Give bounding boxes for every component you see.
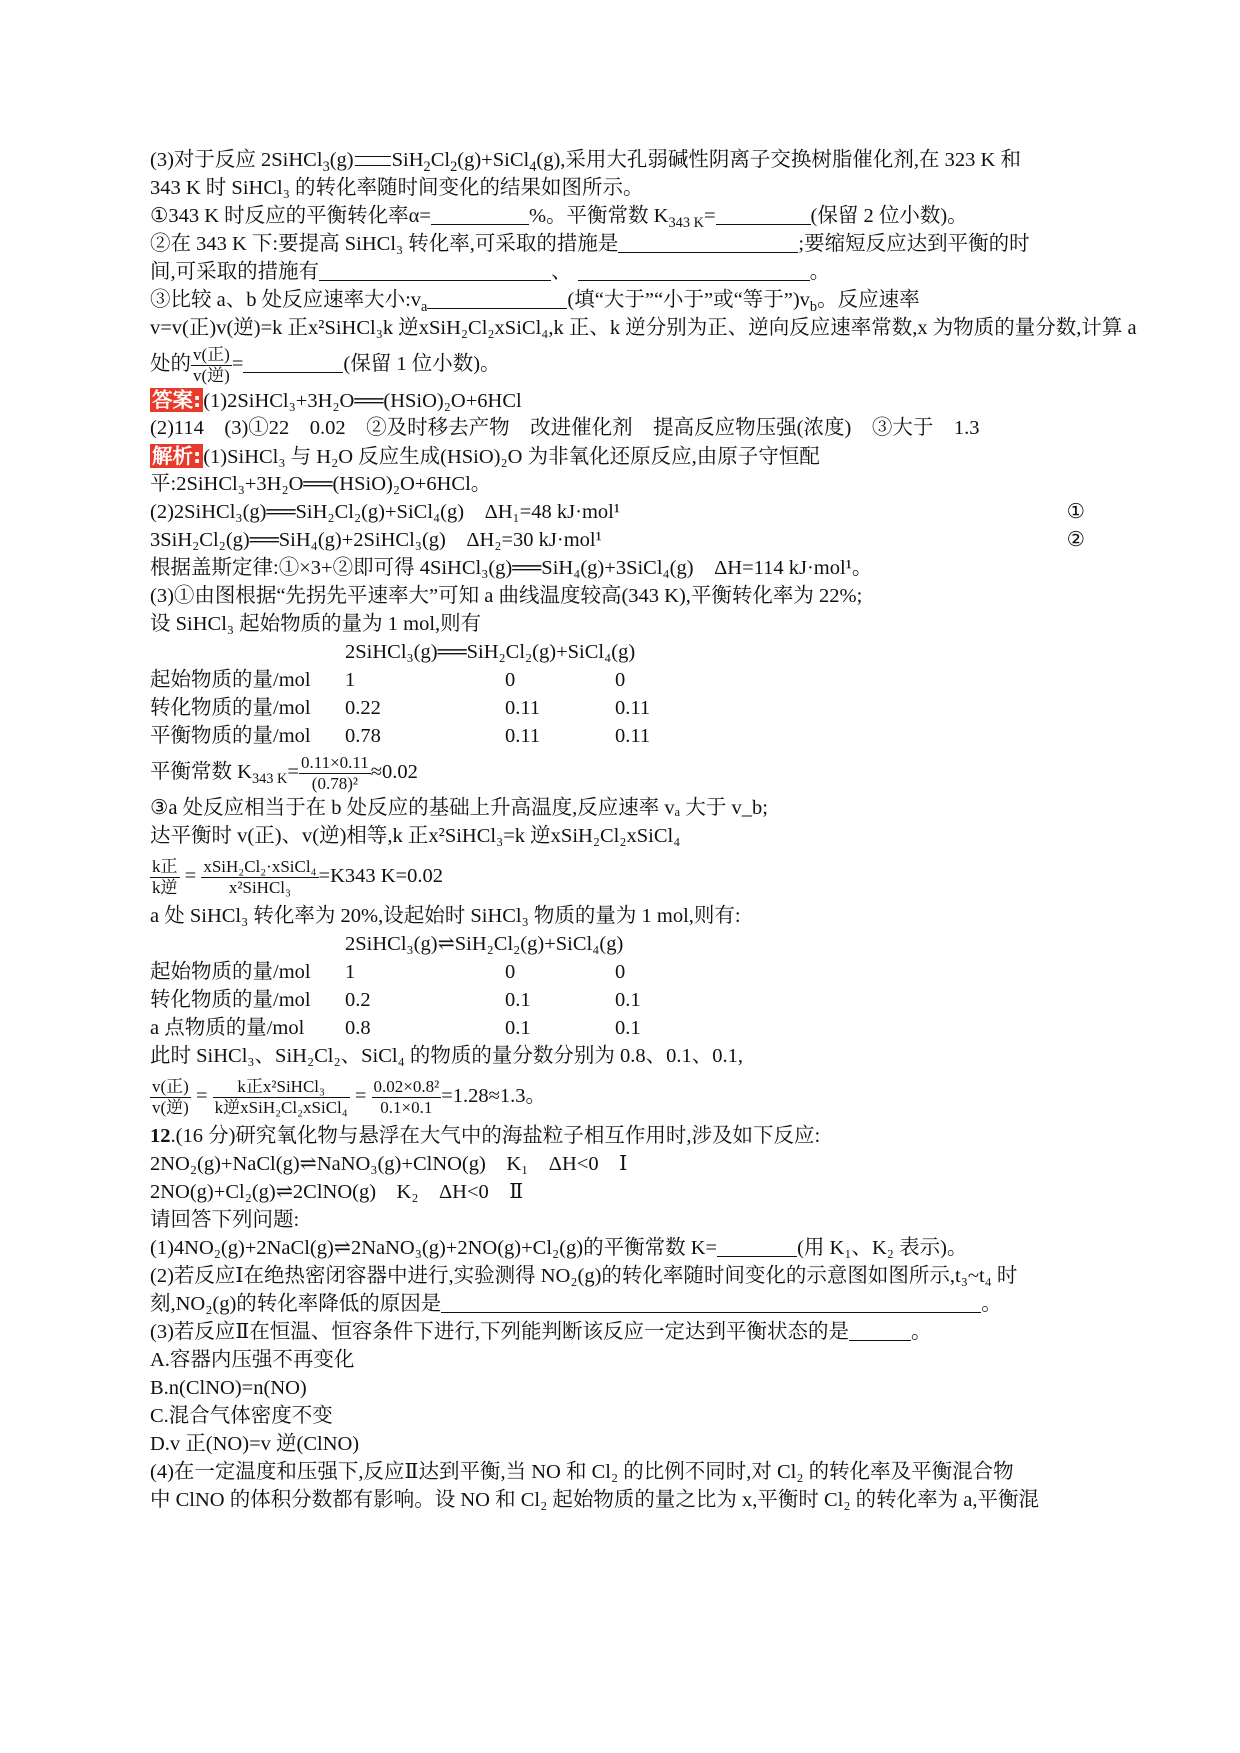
table1-row: 起始物质的量/mol 1 0 0	[150, 669, 626, 691]
table1-row: 转化物质的量/mol 0.22 0.11 0.11	[150, 697, 651, 719]
table1-row: 平衡物质的量/mol 0.78 0.11 0.11	[150, 725, 651, 747]
q12-sub3: (3)若反应Ⅱ在恒温、恒容条件下进行,下列能判断该反应一定达到平衡状态的是 。	[150, 1321, 932, 1343]
analysis-line10: a 处 SiHCl₃ 转化率为 20%,设起始时 SiHCl₃ 物质的量为 1 mol,则有:	[150, 905, 741, 927]
option-d: D.v 正(NO)=v 逆(ClNO)	[150, 1433, 360, 1455]
table2-row: 转化物质的量/mol 0.2 0.1 0.1	[150, 989, 641, 1011]
answer-blank	[441, 1292, 981, 1313]
k-ratio-right-fraction: $\frac{\text{xSiH₂Cl₂·xSiCl₄}}{\text{x²SiHCl₃}}$	[203, 856, 317, 897]
k-ratio-equation: $\frac{\text{k正}}{\text{k逆}}$ = $\frac{\text{xSiH₂Cl₂·xSiCl₄}}{\text{x²SiHCl₃}}$ =K343 K=0.02	[152, 856, 443, 897]
option-a: A.容器内压强不再变化	[150, 1349, 355, 1371]
q3-sub2-line2: 间,可采取的措施有 、 。	[150, 261, 831, 283]
k343-equation: 平衡常数 $K_{343 K}=$ $\frac{0.11\times 0.11}{\text{(0.78)²}}$ ≈0.02	[150, 752, 418, 793]
q3-sub3-line2: v=v(正)v(逆)=k 正x²SiHCl₃k 逆xSiH₂Cl₂xSiCl₄,k 正、k 逆分别为正、逆向反应速率常数,x 为物质的量分数,计算 a	[150, 317, 1137, 339]
option-c: C.混合气体密度不变	[150, 1405, 333, 1427]
answer-tag: 答案:	[152, 388, 202, 412]
q12-reaction-1: 2NO₂(g)+NaCl(g)⇌NaNO₃(g)+ClNO(g) K₁ ΔH<0 Ⅰ	[150, 1153, 628, 1175]
answer-blank	[578, 260, 810, 281]
q12-sub2-line2: 刻,NO₂(g)的转化率降低的原因是 。	[150, 1293, 1002, 1315]
analysis-tag: 解析:	[152, 444, 202, 468]
q3-sub2-line1: ②在 343 K 下:要提高 SiHCl₃ 转化率,可采取的措施是 ;要缩短反应达到平衡的时	[150, 233, 1030, 255]
final-mid-fraction: $\frac{\text{k正x²SiHCl₃}}{\text{k逆xSiH₂Cl₂xSiCl₄}}$	[214, 1076, 348, 1117]
rate-ratio-fraction: $\frac{\text{v(正)}}{\text{v(逆)}}$	[193, 344, 230, 385]
answer-blank	[243, 352, 343, 373]
q12-sub4-line2: 中 ClNO 的体积分数都有影响。设 NO 和 Cl₂ 起始物质的量之比为 x,平衡时 Cl₂ 的转化率为 a,平衡混	[150, 1489, 1039, 1511]
analysis-line3: (2)2SiHCl₃(g)══SiH₂Cl₂(g)+SiCl₄(g) ΔH₁=48 kJ·mol¹ ①	[150, 501, 1085, 523]
analysis-line1: 解析:(1)SiHCl₃ 与 H₂O 反应生成(HSiO)₂O 为非氧化还原反应,由原子守恒配	[152, 444, 820, 468]
q3-sub3-line1: ③比较 a、b 处反应速率大小$:v_a$ (填“大于”“小于”或“等于$”)v_b$。反应速率	[150, 289, 920, 316]
k343-fraction: $\frac{0.11\times 0.11}{\text{(0.78)²}}$	[300, 752, 369, 793]
q12-title: 12.(16 分)研究氧化物与悬浮在大气中的海盐粒子相互作用时,涉及如下反应:	[150, 1125, 821, 1147]
analysis-line7: 设 SiHCl₃ 起始物质的量为 1 mol,则有	[150, 613, 482, 635]
q12-sub1: (1)4NO₂(g)+2NaCl(g)⇌2NaNO₃(g)+2NO(g)+Cl₂(g)的平衡常数 K= (用 K₁、K₂ 表示)。	[150, 1237, 968, 1259]
answer-blank	[618, 232, 798, 253]
answer-blank	[849, 1320, 911, 1341]
table2-equation: 2SiHCl₃(g)⇌SiH₂Cl₂(g)+SiCl₄(g)	[345, 933, 624, 955]
final-right-fraction: $\frac{\text{0.02×0.8²}}{0.1\times 0.1}$	[373, 1076, 440, 1117]
final-left-fraction: $\frac{\text{v(正)}}{\text{v(逆)}}$	[152, 1076, 189, 1117]
answer-line1: 答案:(1)2SiHCl₃+3H₂O══(HSiO)₂O+6HCl	[152, 388, 522, 412]
k-ratio-left-fraction: $\frac{\text{k正}}{\text{k逆}}$	[152, 856, 178, 897]
analysis-line2: 平:2SiHCl₃+3H₂O══(HSiO)₂O+6HCl。	[150, 473, 492, 495]
q3-sub3-line3: 处的 $\frac{\text{v(正)}}{\text{v(逆)}}$ = (保留 1 位小数)。	[150, 344, 501, 385]
answer-blank	[431, 204, 529, 225]
answer-blank	[319, 260, 551, 281]
q3-intro-line1: (3)对于反应 2SiHCl$_3$(g) $SiH_2Cl_2(g)+SiCl_4(g)$,采用大孔弱碱性阴离子交换树脂催化剂,在 323 K 和	[150, 149, 1021, 176]
q3-sub1: ①343 K 时反应的平衡转化率α= %。平衡常数 $K_{343 K}=$ (保留 2 位小数)。	[150, 205, 968, 232]
answer-line2: (2)114 (3)①22 0.02 ②及时移去产物 改进催化剂 提高反应物压强(浓度) ③大于 1.3	[150, 417, 980, 439]
q12-sub2-line1: (2)若反应Ⅰ在绝热密闭容器中进行,实验测得 NO₂(g)的转化率随时间变化的示意图如图所示,t₃~t₄ 时	[150, 1265, 1018, 1287]
answer-blank	[716, 204, 811, 225]
q12-ask: 请回答下列问题:	[150, 1209, 300, 1231]
document-page	[150, 146, 1137, 1514]
table1-equation: 2SiHCl₃(g)══SiH₂Cl₂(g)+SiCl₄(g)	[345, 641, 636, 663]
option-b: B.n(ClNO)=n(NO)	[150, 1377, 307, 1399]
analysis-line8: ③a 处反应相当于在 b 处反应的基础上升高温度,反应速率 vₐ 大于 v_b;	[150, 797, 768, 819]
analysis-line4: 3SiH₂Cl₂(g)══SiH₄(g)+2SiHCl₃(g) ΔH₂=30 kJ·mol¹ ②	[150, 529, 1085, 551]
final-ratio-equation: $\frac{\text{v(正)}}{\text{v(逆)}}$ = $\frac{\text{k正x²SiHCl₃}}{\text{k逆xSiH₂Cl₂xSiCl₄}}$ = $\frac{\text{0.02×0.8²}}{0.1\times 0.1}$ =1.28≈1.3。	[152, 1076, 546, 1117]
analysis-line9: 达平衡时 v(正)、v(逆)相等,k 正x²SiHCl₃=k 逆xSiH₂Cl₂xSiCl₄	[150, 825, 681, 847]
analysis-line6: (3)①由图根据“先拐先平速率大”可知 a 曲线温度较高(343 K),平衡转化率为 22%;	[150, 585, 863, 607]
answer-blank	[717, 1236, 797, 1257]
table2-row: a 点物质的量/mol 0.8 0.1 0.1	[150, 1017, 641, 1039]
answer-blank	[427, 288, 567, 309]
analysis-line11: 此时 SiHCl₃、SiH₂Cl₂、SiCl₄ 的物质的量分数分别为 0.8、0.1、0.1,	[150, 1045, 743, 1067]
q3-intro-line2: 343 K 时 SiHCl₃ 的转化率随时间变化的结果如图所示。	[150, 177, 644, 199]
q12-sub4-line1: (4)在一定温度和压强下,反应Ⅱ达到平衡,当 NO 和 Cl₂ 的比例不同时,对 Cl₂ 的转化率及平衡混合物	[150, 1461, 1014, 1483]
equals-sign-icon	[355, 156, 391, 166]
analysis-line5: 根据盖斯定律:①×3+②即可得 4SiHCl₃(g)══SiH₄(g)+3SiCl₄(g) ΔH=114 kJ·mol¹。	[150, 557, 873, 579]
table2-row: 起始物质的量/mol 1 0 0	[150, 961, 626, 983]
q12-reaction-2: 2NO(g)+Cl₂(g)⇌2ClNO(g) K₂ ΔH<0 Ⅱ	[150, 1181, 524, 1203]
